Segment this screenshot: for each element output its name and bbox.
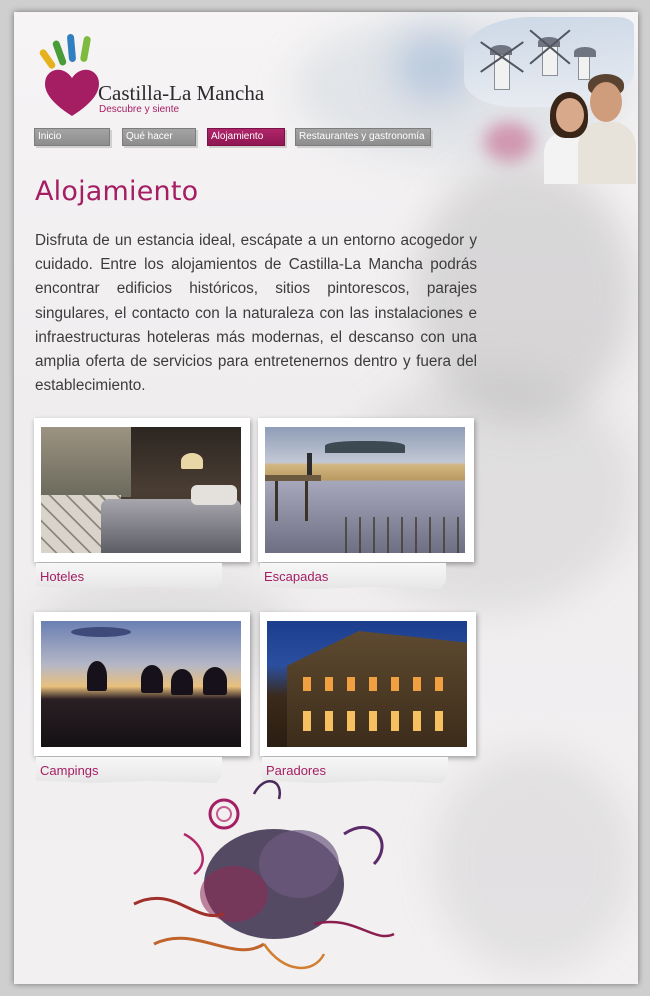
wetland-pier-photo[interactable] — [265, 427, 465, 553]
man-shirt — [578, 122, 636, 184]
card-label[interactable]: Escapadas — [264, 569, 329, 584]
person-silhouette — [307, 453, 312, 475]
brand-tagline: Descubre y siente — [99, 104, 180, 115]
brand-logo[interactable] — [32, 18, 302, 118]
sunset-silhouettes-photo[interactable] — [41, 621, 241, 747]
page-canvas — [14, 12, 638, 984]
cloud — [71, 627, 131, 637]
hotel-room-photo[interactable] — [41, 427, 241, 553]
reeds — [345, 517, 465, 553]
card-label[interactable]: Campings — [40, 763, 99, 778]
heart-hand-icon — [42, 58, 102, 112]
card-label[interactable]: Paradores — [266, 763, 326, 778]
lit-windows — [303, 711, 453, 731]
floral-decoration-icon — [114, 774, 404, 984]
lamp-icon — [181, 453, 203, 469]
watercolor-wash — [434, 752, 634, 972]
photo-frame — [34, 418, 250, 562]
finger-blue — [67, 34, 76, 63]
photo-frame — [34, 612, 250, 756]
pillow-icon — [191, 485, 237, 505]
pier-deck — [265, 475, 321, 481]
intro-paragraph: Disfruta de un estancia ideal, escápate a un entorno acogedor y cuidado. Entre los alojamientos de Castilla-La Mancha podrás encontrar edificios históricos, sitios pintorescos, parajes singulares, el contacto con la naturaleza con las instalaciones e infraestructuras hoteleras más modernas, el descanso con una amplia oferta de servicios para entretenernos dentro y fuera del establecimiento. — [35, 232, 477, 395]
lit-windows — [303, 677, 453, 691]
pier-post — [275, 481, 278, 521]
couple-photo — [544, 74, 636, 184]
historic-building-night-photo[interactable] — [267, 621, 467, 747]
person-silhouette — [171, 669, 193, 695]
woman-face — [556, 98, 584, 132]
brand-title: Castilla-La Mancha — [98, 81, 265, 105]
distant-trees — [325, 441, 405, 453]
photo-frame — [260, 612, 476, 756]
photo-frame — [258, 418, 474, 562]
nav-item-alojamiento[interactable]: Alojamiento — [207, 128, 285, 146]
nav-item-que-hacer[interactable]: Qué hacer — [122, 128, 196, 146]
header-illustration — [454, 12, 638, 192]
person-silhouette — [87, 661, 107, 691]
person-silhouette — [203, 667, 227, 695]
nav-item-inicio[interactable]: Inicio — [34, 128, 110, 146]
person-silhouette — [141, 665, 163, 693]
pier-post — [305, 481, 308, 521]
heart-icon — [42, 64, 102, 118]
window-view — [41, 427, 131, 497]
card-label[interactable]: Hoteles — [40, 569, 85, 584]
man-face — [590, 82, 622, 122]
nav-item-restaurantes[interactable]: Restaurantes y gastronomía — [295, 128, 431, 146]
page-title: Alojamiento — [35, 176, 199, 207]
finger-lime — [80, 36, 91, 63]
bed-icon — [101, 499, 241, 553]
